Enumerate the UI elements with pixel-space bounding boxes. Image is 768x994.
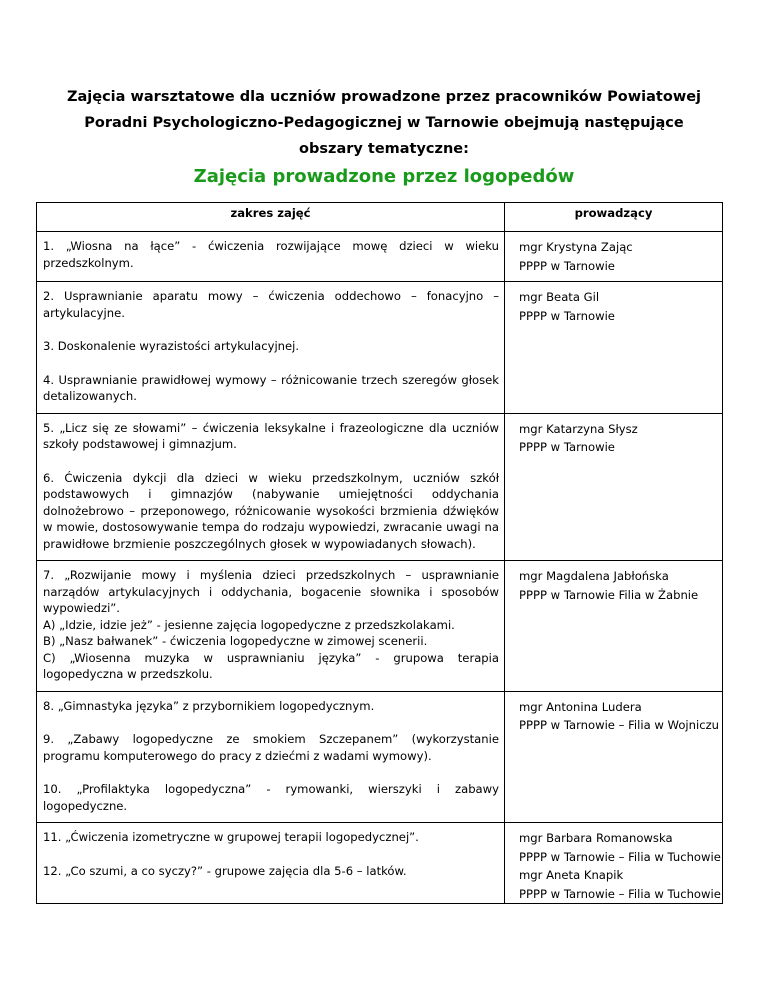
lecturer-unit: PPPP w Tarnowie – Filia w Tuchowie	[519, 849, 721, 864]
heading-line: obszary tematyczne:	[299, 141, 469, 157]
scope-cell	[37, 282, 505, 414]
heading-line: Poradni Psychologiczno-Pedagogicznej w Tarnowie obejmują następujące	[84, 115, 684, 131]
header-scope: zakres zajęć	[37, 203, 505, 232]
topic-item: 3. Doskonalenie wyrazistości artykulacyjnej.	[43, 339, 300, 353]
lead-cell	[505, 413, 723, 561]
lecturer-name: mgr Antonina Ludera	[519, 699, 642, 714]
topic-item: 8. „Gimnastyka języka” z przybornikiem logopedycznym.	[43, 698, 375, 713]
topic-item: 4. Usprawnianie prawidłowej wymowy – różnicowanie trzech szeregów głosek detalizowanych.	[43, 372, 499, 403]
lead-cell	[505, 691, 723, 823]
topic-subitem: A) „Idzie, idzie jeż” - jesienne zajęcia logopedyczne z przedszkolakami.	[43, 617, 455, 632]
topic-item: 6. Ćwiczenia dykcji dla dzieci w wieku przedszkolnym, uczniów szkół podstawowych i gimnazjów (nabywanie umiejętności oddychania dolnożebrowo – przeponowego, różnicowanie wysokości brzmienia dźwięków w mowie, dostosowywanie tempa do rodzaju wypowiedzi, zwracanie uwagi na prawidłowe brzmienie poszczególnych głosek w wypowiadanych słowach).	[43, 470, 499, 551]
header-lead: prowadzący	[505, 203, 723, 232]
topic-item: 12. „Co szumi, a co syczy?” - grupowe zajęcia dla 5-6 – latków.	[43, 863, 407, 878]
scope-cell	[37, 232, 505, 282]
lecturer-unit: PPPP w Tarnowie	[519, 308, 615, 323]
lecturer-unit: PPPP w Tarnowie Filia w Żabnie	[519, 587, 699, 602]
topic-item: 9. „Zabawy logopedyczne ze smokiem Szczepanem” (wykorzystanie programu komputerowego do pracy z dziećmi z wadami wymowy).	[43, 732, 499, 763]
lead-cell	[505, 823, 723, 904]
topic-item: 5. „Licz się ze słowami” – ćwiczenia leksykalne i frazeologiczne dla uczniów szkoły podstawowej i gimnazjum.	[43, 420, 499, 451]
lecturer-name: mgr Beata Gil	[519, 290, 600, 304]
document-heading	[60, 84, 708, 162]
lecturer-unit: PPPP w Tarnowie	[519, 440, 615, 454]
scope-cell	[37, 561, 505, 692]
topic-subitem: C) „Wiosenna muzyka w usprawnianiu języka” - grupowa terapia logopedyczna w przedszkolu.	[43, 650, 499, 681]
topic-subitem: B) „Nasz bałwanek” - ćwiczenia logopedyczne w zimowej scenerii.	[43, 634, 428, 648]
topic-item: 7. „Rozwijanie mowy i myślenia dzieci przedszkolnych – usprawnianie narządów artykulacyjnych i oddychania, bogacenie słownika i sposobów wypowiedzi”.	[43, 568, 499, 615]
lead-cell	[505, 282, 723, 414]
lecturer-name: mgr Katarzyna Słysz	[519, 421, 638, 436]
table-row	[37, 413, 723, 561]
topic-item: 1. „Wiosna na łące” - ćwiczenia rozwijające mowę dzieci w wieku przedszkolnym.	[43, 239, 499, 270]
topic-item: 2. Usprawnianie aparatu mowy – ćwiczenia oddechowo – fonacyjno – artykulacyjne.	[43, 289, 499, 320]
lead-cell	[505, 232, 723, 282]
lecturer-unit: PPPP w Tarnowie – Filia w Wojniczu	[519, 718, 720, 732]
topic-item: 10. „Profilaktyka logopedyczna” - rymowanki, wierszyki i zabawy logopedyczne.	[43, 782, 499, 813]
lecturer-name: mgr Aneta Knapik	[519, 868, 624, 882]
scope-cell	[37, 691, 505, 823]
lecturer-name: mgr Magdalena Jabłońska	[519, 569, 669, 583]
table-row	[37, 282, 723, 414]
heading-line: Zajęcia warsztatowe dla uczniów prowadzone przez pracowników Powiatowej	[66, 89, 702, 105]
table-row	[37, 561, 723, 692]
lecturer-unit: PPPP w Tarnowie	[519, 258, 615, 273]
scope-cell	[37, 413, 505, 561]
table-row	[37, 232, 723, 282]
table-row	[37, 691, 723, 823]
lead-cell	[505, 561, 723, 692]
section-title: Zajęcia prowadzone przez logopedów	[193, 166, 575, 187]
workshop-table	[36, 202, 723, 904]
lecturer-name: mgr Krystyna Zając	[519, 240, 633, 254]
table-header-row	[37, 203, 723, 232]
scope-cell	[37, 823, 505, 904]
lecturer-name: mgr Barbara Romanowska	[519, 831, 673, 845]
table-row	[37, 823, 723, 904]
topic-item: 11. „Ćwiczenia izometryczne w grupowej terapii logopedycznej”.	[43, 830, 419, 844]
lecturer-unit: PPPP w Tarnowie – Filia w Tuchowie	[519, 886, 721, 901]
